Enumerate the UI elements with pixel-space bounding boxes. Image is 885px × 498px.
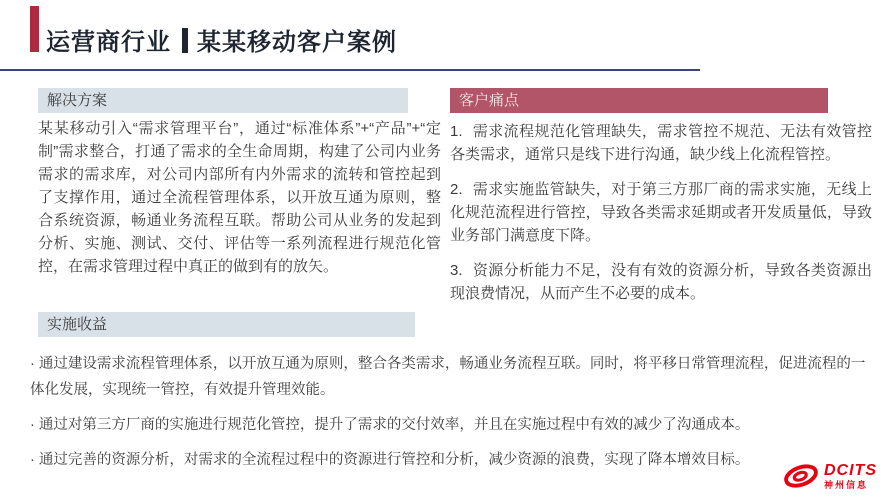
benefit-bullet [30, 412, 876, 438]
benefit-section-header: 实施收益 [38, 312, 415, 337]
bullet-dot: · [30, 452, 35, 468]
pain-item [450, 120, 872, 166]
benefit-body-list [30, 351, 876, 482]
pain-section-header: 客户痛点 [450, 88, 828, 113]
pain-item-text: 需求流程规范化管理缺失，需求管控不规范、无法有效管控各类需求，通常只是线下进行沟通，缺少线上化流程管控。 [450, 123, 872, 163]
pain-body-list [450, 120, 872, 317]
title-divider-line [0, 69, 700, 71]
logo-text-block [824, 463, 877, 490]
pain-item-text: 需求实施监管缺失，对于第三方那厂商的需求实施，无线上化规范流程进行管控，导致各类需求延期或者开发质量低，导致业务部门满意度下降。 [450, 181, 872, 244]
solution-body-text: 某某移动引入“需求管理平台”，通过“标准体系”+“产品”+“定制”需求整合，打通了需求的全生命周期，构建了公司内业务需求的需求库，对公司内部所有内外需求的流转和管控起到了支撑作用，通过全流程管理体系，以开放互通为原则，整合系统资源，畅通业务流程互联。帮助公司从业务的发起到分析、实施、测试、交付、评估等一系列流程进行规范化管控，在需求管理过程中真正的做到有的放矢。 [38, 120, 441, 275]
benefit-bullet-text: 通过建设需求流程管理体系，以开放互通为原则，整合各类需求，畅通业务流程互联。同时，将平移日常管理流程，促进流程的一体化发展，实现统一管控，有效提升管理效能。 [30, 356, 866, 398]
company-logo [782, 462, 877, 490]
pain-item-text: 资源分析能力不足，没有有效的资源分析，导致各类资源出现浪费情况，从而产生不必要的成本。 [450, 262, 872, 302]
pain-item-number: 2. [450, 181, 463, 198]
bullet-dot: · [30, 356, 35, 372]
logo-swoosh-icon [782, 462, 820, 490]
logo-company-name: 神州信息 [824, 479, 869, 490]
title-accent-bar [30, 6, 39, 52]
benefit-bullet [30, 447, 876, 473]
benefit-bullet-text: 通过完善的资源分析，对需求的全流程过程中的资源进行管控和分析，减少资源的浪费，实现了降本增效目标。 [38, 452, 750, 468]
pain-item-number: 1. [450, 123, 463, 140]
page-title-part1: 运营商行业 [46, 29, 171, 56]
pain-item [450, 259, 872, 305]
solution-section-header: 解决方案 [38, 88, 408, 113]
logo-brand-name: DCITS [824, 461, 877, 479]
page-title [46, 22, 746, 57]
benefit-bullet [30, 351, 876, 403]
pain-item-number: 3. [450, 262, 463, 279]
bullet-dot: · [30, 417, 35, 433]
pain-item [450, 178, 872, 247]
title-separator-bar [182, 28, 188, 53]
page-title-part2: 某某移动客户案例 [197, 29, 397, 56]
benefit-bullet-text: 通过对第三方厂商的实施进行规范化管控，提升了需求的交付效率，并且在实施过程中有效的减少了沟通成本。 [38, 417, 750, 433]
